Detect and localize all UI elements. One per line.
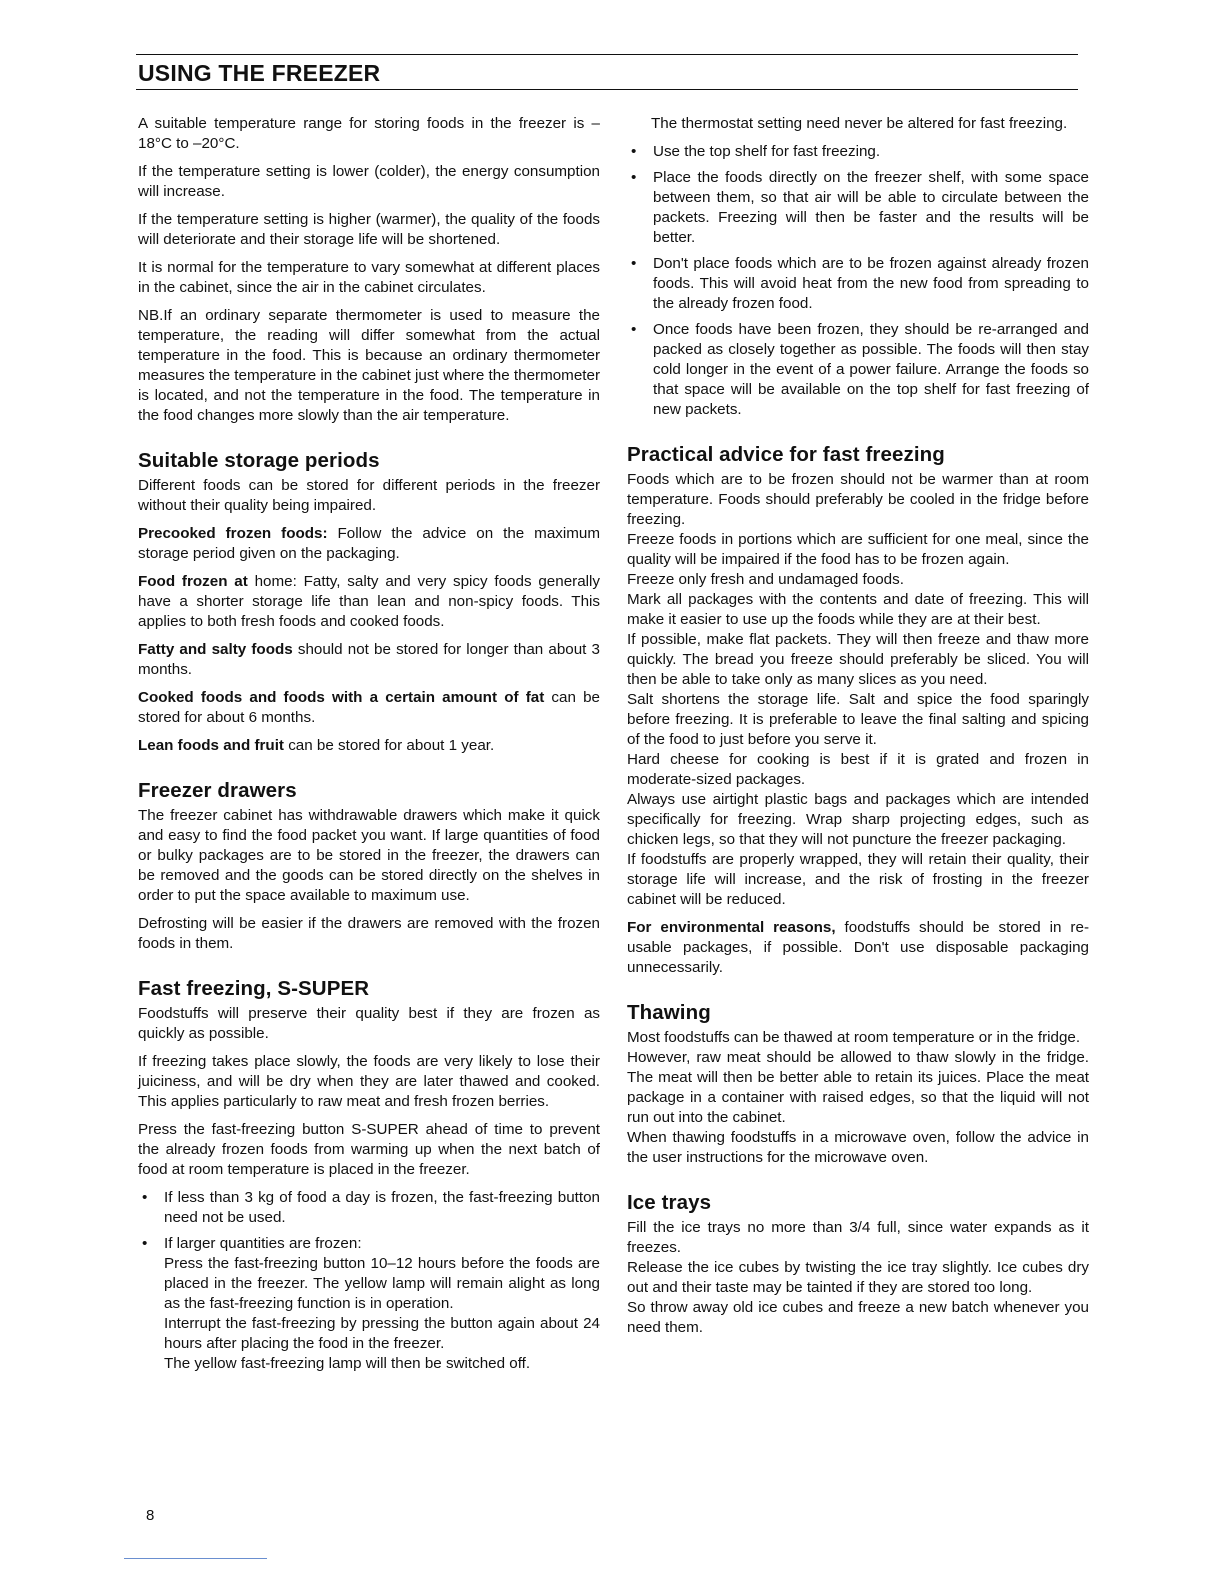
- section-heading-practical: Practical advice for fast freezing: [627, 443, 945, 466]
- practical-paragraph: Mark all packages with the contents and date of freezing. This will make it easier to use up the foods while they are at their best.: [627, 591, 1089, 628]
- intro-paragraph: A suitable temperature range for storing foods in the freezer is –18°C to –20°C.: [138, 115, 600, 152]
- section-heading-ice-trays: Ice trays: [627, 1191, 712, 1214]
- practical-paragraph: Hard cheese for cooking is best if it is grated and frozen in moderate-sized packages.: [627, 751, 1089, 788]
- storage-item-text: Follow the advice on the maximum storage period given on the packaging.: [138, 525, 600, 562]
- ice-paragraph: Release the ice cubes by twisting the ice tray slightly. Ice cubes dry out and their taste may be tainted if they are stored too long.: [627, 1259, 1089, 1296]
- freezing-bullet: • Once foods have been frozen, they should be re-arranged and packed as closely together as possible. The foods will then stay cold longer in the event of a power failure. Arrange the foods so that space will be available on the top shelf for fast freezing of new packets.: [627, 320, 1089, 420]
- thawing-paragraph: However, raw meat should be allowed to thaw slowly in the fridge. The meat will then be better able to retain its juices. Place the meat package in a container with raised edges, so that the liquid will not run out into the cabinet.: [627, 1049, 1089, 1126]
- fast-bullet-off: The yellow fast-freezing lamp will then be switched off.: [164, 1355, 531, 1372]
- storage-item-label: Lean foods and fruit: [138, 737, 284, 754]
- practical-paragraph: If foodstuffs are properly wrapped, they will retain their quality, their storage life will increase, and the risk of frosting in the freezer cabinet will be reduced.: [627, 851, 1089, 908]
- storage-item-text: can be stored for about 6 months.: [138, 689, 600, 726]
- practical-paragraph: If possible, make flat packets. They will then freeze and thaw more quickly. The bread you freeze should preferably be sliced. You will then be able to take only as many slices as you need.: [627, 631, 1089, 688]
- intro-paragraph: It is normal for the temperature to vary somewhat at different places in the cabinet, since the air in the cabinet circulates.: [138, 259, 600, 296]
- freezing-bullet: • Place the foods directly on the freezer shelf, with some space between them, so that air will be able to circulate between the packets. Freezing will then be faster and the results will be better.: [627, 168, 1089, 248]
- fast-bullet-body: Press the fast-freezing button 10–12 hours before the foods are placed in the freezer. The yellow lamp will remain alight as long as the fast-freezing function is in operation.: [164, 1255, 600, 1312]
- drawers-paragraph: Defrosting will be easier if the drawers are removed with the frozen foods in them.: [138, 915, 600, 952]
- fast-bullet: • If less than 3 kg of food a day is frozen, the fast-freezing button need not be used.: [138, 1188, 600, 1228]
- section-heading-fast-freezing: Fast freezing, S-SUPER: [138, 977, 370, 1000]
- intro-paragraph: If the temperature setting is higher (warmer), the quality of the foods will deteriorate and their storage life will be shortened.: [138, 211, 600, 248]
- drawers-paragraph: The freezer cabinet has withdrawable drawers which make it quick and easy to find the food packet you want. If large quantities of food or bulky packages are to be stored in the freezer, the drawers can be removed and the goods can be stored directly on the shelves in order to put the space available to maximum use.: [138, 807, 600, 904]
- storage-item: [138, 572, 600, 632]
- practical-paragraph: Always use airtight plastic bags and packages which are intended specifically for freezing. Wrap sharp projecting edges, such as chicken legs, so that they will not puncture the freezer packaging.: [627, 791, 1089, 848]
- practical-paragraph: Foods which are to be frozen should not be warmer than at room temperature. Foods should preferably be cooled in the fridge before freezing.: [627, 471, 1089, 528]
- environmental-note: [627, 918, 1089, 978]
- left-column: [138, 114, 600, 1380]
- fast-bullet-interrupt: Interrupt the fast-freezing by pressing the button again about 24 hours after placing the food in the freezer.: [164, 1315, 600, 1352]
- practical-paragraph: Salt shortens the storage life. Salt and spice the food sparingly before freezing. It is preferable to leave the final salting and spicing of the food to just before you serve it.: [627, 691, 1089, 748]
- practical-advice: [627, 470, 1089, 910]
- fast-bullet: [138, 1234, 600, 1374]
- practical-paragraph: Freeze only fresh and undamaged foods.: [627, 571, 904, 588]
- ice-trays-text: [627, 1218, 1089, 1338]
- storage-item-label: Fatty and salty foods: [138, 641, 293, 658]
- storage-item: [138, 640, 600, 680]
- thawing-text: [627, 1028, 1089, 1168]
- thawing-paragraph: Most foodstuffs can be thawed at room temperature or in the fridge.: [627, 1029, 1081, 1046]
- thawing-paragraph: When thawing foodstuffs in a microwave oven, follow the advice in the user instructions for the microwave oven.: [627, 1129, 1089, 1166]
- intro-paragraph: NB.If an ordinary separate thermometer is used to measure the temperature, the reading will differ somewhat from the actual temperature in the food. This is because an ordinary thermometer measures the temperature in the cabinet just where the thermometer is located, and not the temperature in the food. The temperature in the food changes more slowly than the air temperature.: [138, 307, 600, 424]
- fast-bullet-list: [138, 1188, 600, 1374]
- page-number: 8: [146, 1507, 155, 1524]
- storage-item: [138, 688, 600, 728]
- storage-item-text: can be stored for about 1 year.: [283, 737, 495, 754]
- storage-item-label: Precooked frozen foods:: [138, 525, 328, 542]
- right-column: [627, 114, 1089, 1338]
- storage-intro: Different foods can be stored for different periods in the freezer without their quality being impaired.: [138, 477, 600, 514]
- freezing-bullet: • Don't place foods which are to be frozen against already frozen foods. This will avoid heat from the new food from spreading to the already frozen food.: [627, 254, 1089, 314]
- page-title: USING THE FREEZER: [138, 60, 381, 86]
- fast-paragraph: Foodstuffs will preserve their quality best if they are frozen as quickly as possible.: [138, 1005, 600, 1042]
- storage-item-label: Food frozen at: [138, 573, 248, 590]
- bottom-edge-line: [124, 1558, 267, 1559]
- intro-paragraph: If the temperature setting is lower (colder), the energy consumption will increase.: [138, 163, 600, 200]
- environmental-text: foodstuffs should be stored in re-usable packages, if possible. Don't use disposable packaging unnecessarily.: [627, 919, 1089, 976]
- title-underline: [136, 89, 1078, 90]
- ice-paragraph: So throw away old ice cubes and freeze a new batch whenever you need them.: [627, 1299, 1089, 1336]
- section-heading-drawers: Freezer drawers: [138, 779, 297, 802]
- environmental-label: For environmental reasons,: [627, 919, 836, 936]
- freezing-bullet: • Use the top shelf for fast freezing.: [627, 142, 1089, 162]
- section-heading-storage: Suitable storage periods: [138, 449, 380, 472]
- storage-item-text: should not be stored for longer than about 3 months.: [138, 641, 600, 678]
- section-heading-thawing: Thawing: [627, 1001, 711, 1024]
- fast-bullet-lead: • If larger quantities are frozen:: [164, 1235, 362, 1252]
- storage-item: [138, 524, 600, 564]
- storage-item-label: Cooked foods and foods with a certain amount of fat: [138, 689, 545, 706]
- thermostat-note: The thermostat setting need never be altered for fast freezing.: [651, 115, 1068, 132]
- practical-paragraph: Freeze foods in portions which are sufficient for one meal, since the quality will be impaired if the food has to be frozen again.: [627, 531, 1089, 568]
- storage-item-text: home: Fatty, salty and very spicy foods generally have a shorter storage life than lean and non-spicy foods. This applies to both fresh foods and cooked foods.: [138, 573, 600, 630]
- top-rule: [136, 54, 1078, 55]
- ice-paragraph: Fill the ice trays no more than 3/4 full, since water expands as it freezes.: [627, 1219, 1089, 1256]
- storage-item: [138, 736, 600, 756]
- fast-paragraph: Press the fast-freezing button S-SUPER ahead of time to prevent the already frozen foods from warming up when the next batch of food at room temperature is placed in the freezer.: [138, 1121, 600, 1178]
- fast-paragraph: If freezing takes place slowly, the foods are very likely to lose their juiciness, and will be dry when they are later thawed and cooked. This applies particularly to raw meat and fresh frozen berries.: [138, 1053, 600, 1110]
- freezing-bullet-list: [627, 142, 1089, 420]
